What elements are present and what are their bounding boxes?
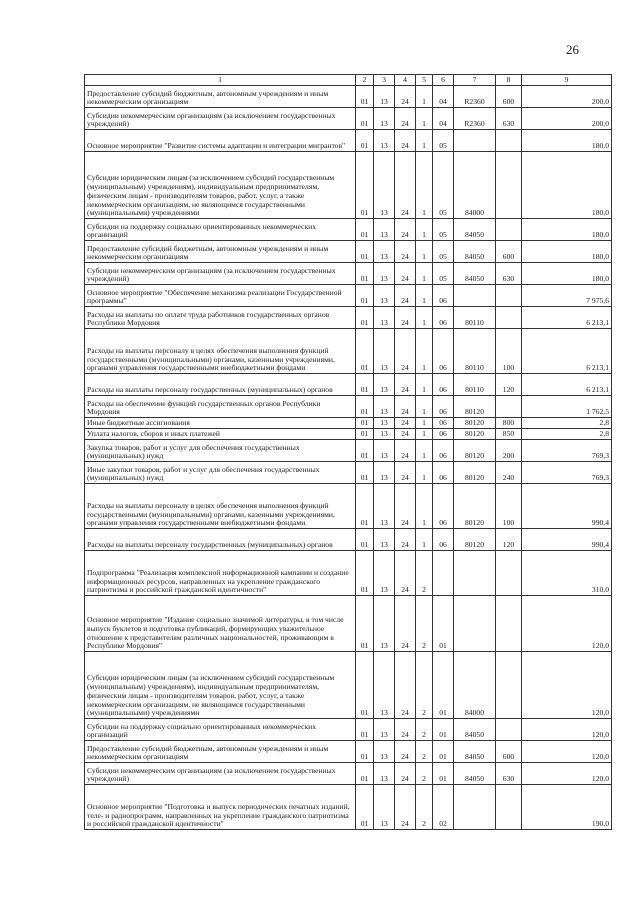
- subprogram-code-cell: 2: [416, 551, 433, 596]
- column-header: 3: [374, 75, 395, 86]
- direction-code-cell: 80110: [454, 329, 496, 374]
- direction-code-cell: 84050: [454, 263, 496, 285]
- section-code-cell: 01: [356, 529, 374, 551]
- program-code-cell: 24: [395, 396, 416, 418]
- activity-code-cell: 06: [433, 329, 454, 374]
- section-code-cell: 01: [356, 785, 374, 830]
- table-row: [85, 429, 612, 440]
- program-code-cell: 24: [395, 418, 416, 429]
- program-code-cell: 24: [395, 219, 416, 241]
- row-name-cell: Уплата налогов, сборов и иных платежей: [85, 429, 356, 440]
- subprogram-code-cell: 1: [416, 396, 433, 418]
- section-code-cell: 01: [356, 418, 374, 429]
- amount-cell: 310,0: [522, 551, 612, 596]
- direction-code-cell: [454, 785, 496, 830]
- direction-code-cell: [454, 551, 496, 596]
- table-row: [85, 329, 612, 374]
- section-code-cell: 01: [356, 596, 374, 652]
- subprogram-code-cell: 2: [416, 785, 433, 830]
- expense-type-cell: [496, 785, 522, 830]
- section-code-cell: 01: [356, 484, 374, 529]
- amount-cell: 200,0: [522, 108, 612, 130]
- subsection-code-cell: 13: [374, 596, 395, 652]
- column-header: 1: [85, 75, 356, 86]
- row-name-cell: Субсидии некоммерческим организациям (за исключением государственных учреждений): [85, 763, 356, 785]
- activity-code-cell: 06: [433, 529, 454, 551]
- direction-code-cell: R2360: [454, 86, 496, 108]
- activity-code-cell: 05: [433, 241, 454, 263]
- amount-cell: 180,0: [522, 263, 612, 285]
- subprogram-code-cell: 1: [416, 241, 433, 263]
- page-number: 26: [566, 42, 579, 57]
- direction-code-cell: 84050: [454, 741, 496, 763]
- amount-cell: 180,0: [522, 152, 612, 219]
- amount-cell: 120,0: [522, 719, 612, 741]
- amount-cell: 180,0: [522, 241, 612, 263]
- row-name-cell: Субсидии юридическим лицам (за исключением субсидий государственным (муниципальным) учреждениям), индивидуальным предпринимателям, физическим лицам - производителям товаров, работ, услуг, а также некоммерческим организациям, не являющимся государственными (муниципальными) учреждениями: [85, 152, 356, 219]
- program-code-cell: 24: [395, 719, 416, 741]
- expense-type-cell: 100: [496, 484, 522, 529]
- direction-code-cell: 84050: [454, 219, 496, 241]
- subsection-code-cell: 13: [374, 719, 395, 741]
- section-code-cell: 01: [356, 652, 374, 719]
- subsection-code-cell: 13: [374, 484, 395, 529]
- section-code-cell: 01: [356, 329, 374, 374]
- subsection-code-cell: 13: [374, 108, 395, 130]
- row-name-cell: Иные закупки товаров, работ и услуг для обеспечения государственных (муниципальных) нужд: [85, 462, 356, 484]
- subsection-code-cell: 13: [374, 418, 395, 429]
- expense-type-cell: 630: [496, 263, 522, 285]
- subsection-code-cell: 13: [374, 763, 395, 785]
- program-code-cell: 24: [395, 374, 416, 396]
- amount-cell: 6 213,1: [522, 329, 612, 374]
- subsection-code-cell: 13: [374, 86, 395, 108]
- subsection-code-cell: 13: [374, 741, 395, 763]
- subsection-code-cell: 13: [374, 462, 395, 484]
- amount-cell: 6 213,1: [522, 307, 612, 329]
- row-name-cell: Субсидии некоммерческим организациям (за исключением государственных учреждений): [85, 263, 356, 285]
- section-code-cell: 01: [356, 763, 374, 785]
- activity-code-cell: 05: [433, 263, 454, 285]
- activity-code-cell: 06: [433, 285, 454, 307]
- table-row: [85, 785, 612, 830]
- program-code-cell: 24: [395, 152, 416, 219]
- row-name-cell: Основное мероприятие "Развитие системы адаптации и интеграции мигрантов": [85, 130, 356, 152]
- section-code-cell: 01: [356, 396, 374, 418]
- direction-code-cell: [454, 285, 496, 307]
- section-code-cell: 01: [356, 307, 374, 329]
- amount-cell: 180,0: [522, 130, 612, 152]
- direction-code-cell: 80120: [454, 484, 496, 529]
- table-row: [85, 440, 612, 462]
- table-row: [85, 652, 612, 719]
- section-code-cell: 01: [356, 429, 374, 440]
- amount-cell: 769,3: [522, 440, 612, 462]
- amount-cell: 120,0: [522, 741, 612, 763]
- direction-code-cell: 80110: [454, 374, 496, 396]
- subsection-code-cell: 13: [374, 329, 395, 374]
- table-row: [85, 596, 612, 652]
- table-row: [85, 130, 612, 152]
- row-name-cell: Основное мероприятие "Подготовка и выпуск периодических печатных изданий, теле- и радиопрограмм, направленных на укрепление гражданского патриотизма и российской гражданской идентичности": [85, 785, 356, 830]
- subprogram-code-cell: 1: [416, 285, 433, 307]
- section-code-cell: 01: [356, 86, 374, 108]
- expense-type-cell: 630: [496, 763, 522, 785]
- amount-cell: 2,8: [522, 418, 612, 429]
- section-code-cell: 01: [356, 440, 374, 462]
- program-code-cell: 24: [395, 652, 416, 719]
- amount-cell: 990,4: [522, 529, 612, 551]
- row-name-cell: Субсидии некоммерческим организациям (за исключением государственных учреждений): [85, 108, 356, 130]
- section-code-cell: 01: [356, 263, 374, 285]
- amount-cell: 120,0: [522, 596, 612, 652]
- subprogram-code-cell: 2: [416, 596, 433, 652]
- subprogram-code-cell: 2: [416, 652, 433, 719]
- direction-code-cell: 80120: [454, 440, 496, 462]
- expense-type-cell: 850: [496, 429, 522, 440]
- table-row: [85, 763, 612, 785]
- program-code-cell: 24: [395, 785, 416, 830]
- program-code-cell: 24: [395, 241, 416, 263]
- subsection-code-cell: 13: [374, 219, 395, 241]
- row-name-cell: Расходы на выплаты по оплате труда работников государственных органов Республики Мордовия: [85, 307, 356, 329]
- table-row: [85, 285, 612, 307]
- section-code-cell: 01: [356, 130, 374, 152]
- subprogram-code-cell: 1: [416, 429, 433, 440]
- subprogram-code-cell: 1: [416, 484, 433, 529]
- activity-code-cell: 01: [433, 652, 454, 719]
- section-code-cell: 01: [356, 551, 374, 596]
- program-code-cell: 24: [395, 263, 416, 285]
- table-row: [85, 86, 612, 108]
- subprogram-code-cell: 1: [416, 263, 433, 285]
- expense-type-cell: [496, 596, 522, 652]
- table-row: [85, 719, 612, 741]
- program-code-cell: 24: [395, 130, 416, 152]
- program-code-cell: 24: [395, 551, 416, 596]
- activity-code-cell: 06: [433, 429, 454, 440]
- direction-code-cell: 80120: [454, 529, 496, 551]
- expense-type-cell: [496, 152, 522, 219]
- activity-code-cell: [433, 551, 454, 596]
- subprogram-code-cell: 2: [416, 719, 433, 741]
- expense-type-cell: 120: [496, 529, 522, 551]
- subsection-code-cell: 13: [374, 551, 395, 596]
- program-code-cell: 24: [395, 763, 416, 785]
- activity-code-cell: 02: [433, 785, 454, 830]
- row-name-cell: Предоставление субсидий бюджетным, автономным учреждениям и иным некоммерческим организациям: [85, 241, 356, 263]
- direction-code-cell: 80120: [454, 462, 496, 484]
- subsection-code-cell: 13: [374, 152, 395, 219]
- row-name-cell: Субсидии на поддержку социально ориентированных некоммерческих организаций: [85, 219, 356, 241]
- amount-cell: 6 213,1: [522, 374, 612, 396]
- activity-code-cell: 06: [433, 374, 454, 396]
- subprogram-code-cell: 1: [416, 130, 433, 152]
- subprogram-code-cell: 1: [416, 440, 433, 462]
- amount-cell: 180,0: [522, 219, 612, 241]
- table-body: [85, 86, 612, 830]
- subsection-code-cell: 13: [374, 785, 395, 830]
- activity-code-cell: 04: [433, 108, 454, 130]
- subprogram-code-cell: 1: [416, 462, 433, 484]
- row-name-cell: Основное мероприятие "Издание социально значимой литературы, в том числе выпуск буклетов и подготовка публикаций, формирующих уважительное отношение к представителям различных национальностей, проживающим в Республике Мордовия": [85, 596, 356, 652]
- expense-type-cell: [496, 307, 522, 329]
- program-code-cell: 24: [395, 86, 416, 108]
- direction-code-cell: R2360: [454, 108, 496, 130]
- amount-cell: 2,8: [522, 429, 612, 440]
- amount-cell: 769,3: [522, 462, 612, 484]
- table-row: [85, 396, 612, 418]
- program-code-cell: 24: [395, 429, 416, 440]
- expense-type-cell: [496, 285, 522, 307]
- amount-cell: 990,4: [522, 484, 612, 529]
- column-header: 2: [356, 75, 374, 86]
- column-header: 8: [496, 75, 522, 86]
- activity-code-cell: 06: [433, 396, 454, 418]
- amount-cell: 190,0: [522, 785, 612, 830]
- direction-code-cell: 80110: [454, 307, 496, 329]
- direction-code-cell: 80120: [454, 418, 496, 429]
- program-code-cell: 24: [395, 108, 416, 130]
- section-code-cell: 01: [356, 719, 374, 741]
- row-name-cell: Иные бюджетные ассигнования: [85, 418, 356, 429]
- subprogram-code-cell: 2: [416, 741, 433, 763]
- subprogram-code-cell: 1: [416, 374, 433, 396]
- subprogram-code-cell: 1: [416, 108, 433, 130]
- section-code-cell: 01: [356, 241, 374, 263]
- program-code-cell: 24: [395, 462, 416, 484]
- row-name-cell: Закупка товаров, работ и услуг для обеспечения государственных (муниципальных) нужд: [85, 440, 356, 462]
- table-row: [85, 484, 612, 529]
- direction-code-cell: [454, 596, 496, 652]
- direction-code-cell: 80120: [454, 429, 496, 440]
- activity-code-cell: 06: [433, 440, 454, 462]
- subprogram-code-cell: 1: [416, 86, 433, 108]
- activity-code-cell: 06: [433, 307, 454, 329]
- section-code-cell: 01: [356, 285, 374, 307]
- direction-code-cell: 84050: [454, 763, 496, 785]
- subsection-code-cell: 13: [374, 307, 395, 329]
- table-row: [85, 219, 612, 241]
- table-row: [85, 307, 612, 329]
- expense-type-cell: 800: [496, 418, 522, 429]
- table-row: [85, 152, 612, 219]
- row-name-cell: Предоставление субсидий бюджетным, автономным учреждениям и иным некоммерческим организациям: [85, 741, 356, 763]
- table-row: [85, 241, 612, 263]
- subsection-code-cell: 13: [374, 263, 395, 285]
- section-code-cell: 01: [356, 219, 374, 241]
- table-row: [85, 108, 612, 130]
- direction-code-cell: 84000: [454, 652, 496, 719]
- subprogram-code-cell: 1: [416, 329, 433, 374]
- table-row: [85, 741, 612, 763]
- table-row: [85, 529, 612, 551]
- activity-code-cell: 04: [433, 86, 454, 108]
- program-code-cell: 24: [395, 440, 416, 462]
- expense-type-cell: [496, 130, 522, 152]
- row-name-cell: Подпрограмма "Реализация комплексной информационной кампании и создание информационных ресурсов, направленных на укрепление гражданского патриотизма и российской гражданской идентичности": [85, 551, 356, 596]
- activity-code-cell: 01: [433, 763, 454, 785]
- program-code-cell: 24: [395, 307, 416, 329]
- program-code-cell: 24: [395, 285, 416, 307]
- activity-code-cell: 06: [433, 484, 454, 529]
- section-code-cell: 01: [356, 108, 374, 130]
- section-code-cell: 01: [356, 374, 374, 396]
- activity-code-cell: 06: [433, 418, 454, 429]
- subsection-code-cell: 13: [374, 396, 395, 418]
- expense-type-cell: 100: [496, 329, 522, 374]
- expense-type-cell: 240: [496, 462, 522, 484]
- program-code-cell: 24: [395, 529, 416, 551]
- subprogram-code-cell: 1: [416, 219, 433, 241]
- activity-code-cell: 05: [433, 219, 454, 241]
- direction-code-cell: 84050: [454, 719, 496, 741]
- expense-type-cell: [496, 719, 522, 741]
- table-header-row: [85, 75, 612, 86]
- direction-code-cell: [454, 130, 496, 152]
- row-name-cell: Основное мероприятие "Обеспечение механизма реализации Государственной программы": [85, 285, 356, 307]
- table-row: [85, 551, 612, 596]
- column-header: 5: [416, 75, 433, 86]
- activity-code-cell: 01: [433, 719, 454, 741]
- amount-cell: 1 762,5: [522, 396, 612, 418]
- table-row: [85, 418, 612, 429]
- column-header: 6: [433, 75, 454, 86]
- column-header: 9: [522, 75, 612, 86]
- column-header: 4: [395, 75, 416, 86]
- subprogram-code-cell: 2: [416, 763, 433, 785]
- subprogram-code-cell: 1: [416, 418, 433, 429]
- section-code-cell: 01: [356, 152, 374, 219]
- direction-code-cell: 84000: [454, 152, 496, 219]
- section-code-cell: 01: [356, 741, 374, 763]
- row-name-cell: Расходы на выплаты персоналу государственных (муниципальных) органов: [85, 374, 356, 396]
- activity-code-cell: 05: [433, 152, 454, 219]
- amount-cell: 120,0: [522, 763, 612, 785]
- row-name-cell: Субсидии на поддержку социально ориентированных некоммерческих организаций: [85, 719, 356, 741]
- row-name-cell: Расходы на выплаты персоналу в целях обеспечения выполнения функций государственными (муниципальными) органами, казенными учреждениями, органами управления государственными внебюджетными фондами: [85, 329, 356, 374]
- subprogram-code-cell: 1: [416, 529, 433, 551]
- subprogram-code-cell: 1: [416, 152, 433, 219]
- expense-type-cell: 600: [496, 741, 522, 763]
- activity-code-cell: 06: [433, 462, 454, 484]
- expense-type-cell: [496, 219, 522, 241]
- subsection-code-cell: 13: [374, 429, 395, 440]
- budget-table: [84, 74, 612, 830]
- subsection-code-cell: 13: [374, 529, 395, 551]
- table-row: [85, 374, 612, 396]
- activity-code-cell: 01: [433, 596, 454, 652]
- expense-type-cell: 600: [496, 241, 522, 263]
- program-code-cell: 24: [395, 596, 416, 652]
- row-name-cell: Расходы на обеспечение функций государственных органов Республики Мордовия: [85, 396, 356, 418]
- subsection-code-cell: 13: [374, 285, 395, 307]
- column-header: 7: [454, 75, 496, 86]
- subsection-code-cell: 13: [374, 652, 395, 719]
- row-name-cell: Расходы на выплаты персоналу государственных (муниципальных) органов: [85, 529, 356, 551]
- subprogram-code-cell: 1: [416, 307, 433, 329]
- amount-cell: 120,0: [522, 652, 612, 719]
- expense-type-cell: 200: [496, 440, 522, 462]
- activity-code-cell: 01: [433, 741, 454, 763]
- row-name-cell: Предоставление субсидий бюджетным, автономным учреждениям и иным некоммерческим организациям: [85, 86, 356, 108]
- expense-type-cell: 630: [496, 108, 522, 130]
- table-row: [85, 462, 612, 484]
- expense-type-cell: [496, 396, 522, 418]
- program-code-cell: 24: [395, 484, 416, 529]
- row-name-cell: Субсидии юридическим лицам (за исключением субсидий государственным (муниципальным) учреждениям), индивидуальным предпринимателям, физическим лицам - производителям товаров, работ, услуг, а также некоммерческим организациям, не являющимся государственными (муниципальными) учреждениями: [85, 652, 356, 719]
- expense-type-cell: [496, 652, 522, 719]
- program-code-cell: 24: [395, 329, 416, 374]
- subsection-code-cell: 13: [374, 130, 395, 152]
- subsection-code-cell: 13: [374, 374, 395, 396]
- expense-type-cell: 120: [496, 374, 522, 396]
- direction-code-cell: 84050: [454, 241, 496, 263]
- row-name-cell: Расходы на выплаты персоналу в целях обеспечения выполнения функций государственными (муниципальными) органами, казенными учреждениями, органами управления государственными внебюджетными фондами: [85, 484, 356, 529]
- activity-code-cell: 05: [433, 130, 454, 152]
- expense-type-cell: 600: [496, 86, 522, 108]
- section-code-cell: 01: [356, 462, 374, 484]
- expense-type-cell: [496, 551, 522, 596]
- amount-cell: 200,0: [522, 86, 612, 108]
- program-code-cell: 24: [395, 741, 416, 763]
- direction-code-cell: 80120: [454, 396, 496, 418]
- table-row: [85, 263, 612, 285]
- amount-cell: 7 975,6: [522, 285, 612, 307]
- subsection-code-cell: 13: [374, 241, 395, 263]
- subsection-code-cell: 13: [374, 440, 395, 462]
